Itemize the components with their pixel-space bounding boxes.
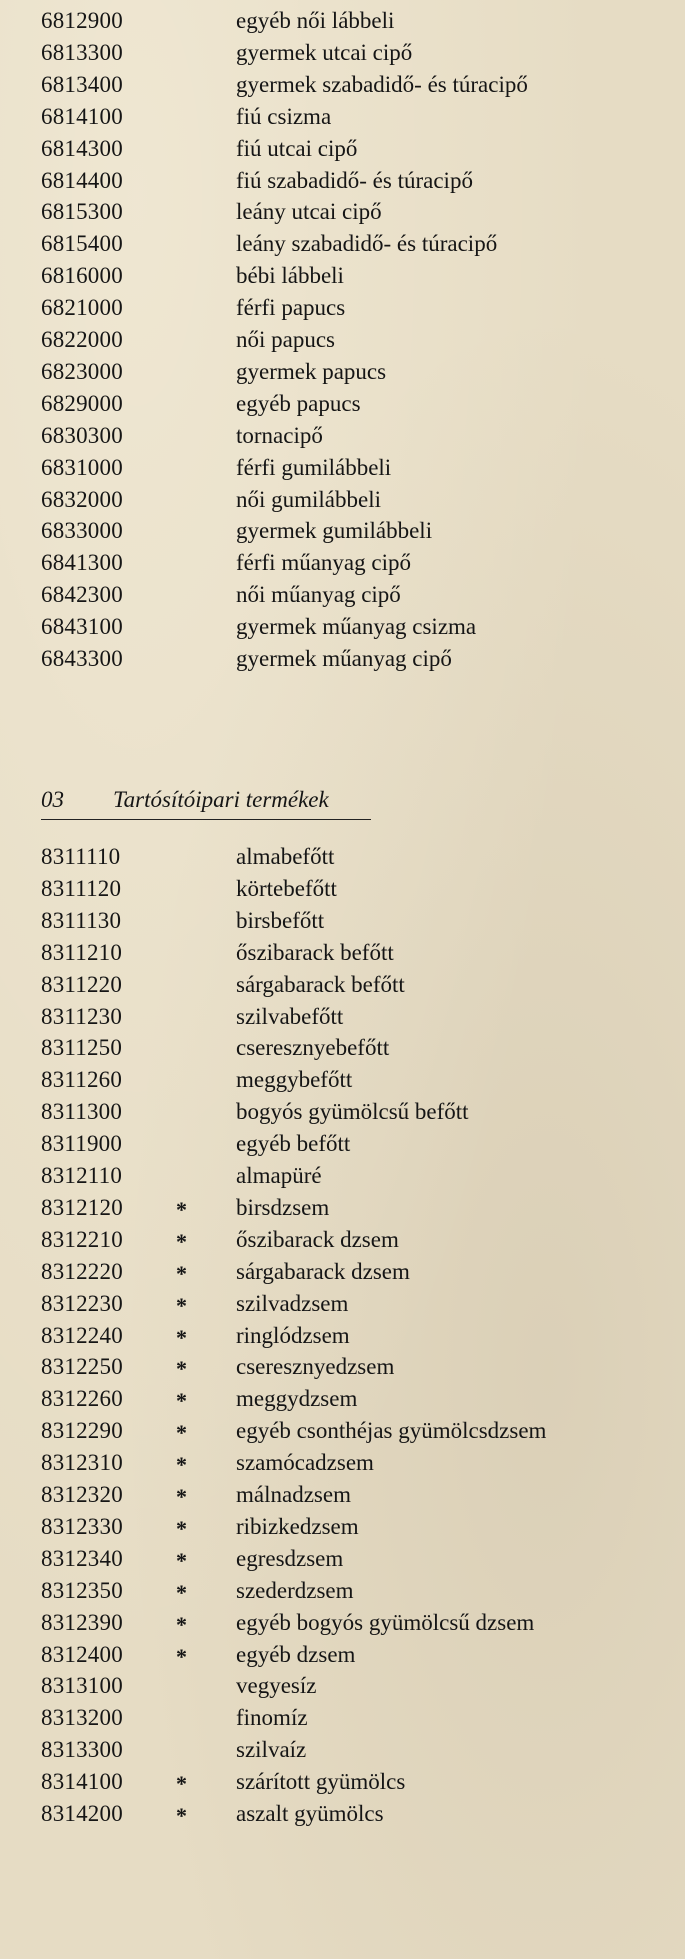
item-code: 6843300 xyxy=(41,646,123,671)
item-name: őszibarack befőtt xyxy=(236,939,394,965)
item-code: 6829000 xyxy=(41,390,123,416)
item-code: 6843100 xyxy=(41,614,123,640)
item-name: gyermek utcai cipő xyxy=(236,39,413,65)
item-code: 8311900 xyxy=(41,1131,123,1157)
item-code: 8313200 xyxy=(41,1705,123,1731)
item-code: 6830300 xyxy=(41,422,123,448)
item-code: 8312250 xyxy=(41,1354,123,1380)
item-marker: * xyxy=(176,1484,187,1509)
item-code: 6814400 xyxy=(41,167,123,193)
list-item xyxy=(0,1161,685,1191)
section-header xyxy=(41,785,371,820)
item-code: 8312240 xyxy=(41,1322,123,1348)
item-name: őszibarack dzsem xyxy=(236,1226,399,1252)
list-item xyxy=(0,325,685,355)
item-name: sárgabarack befőtt xyxy=(236,971,405,997)
list-item xyxy=(0,38,685,68)
item-marker: * xyxy=(176,1228,187,1254)
item-code: 6813300 xyxy=(41,39,123,65)
list-item xyxy=(0,970,685,1000)
item-name: egyéb női lábbeli xyxy=(236,8,395,33)
item-code: 6842300 xyxy=(41,582,123,608)
list-item xyxy=(0,1257,685,1287)
item-marker: * xyxy=(176,1196,187,1222)
item-marker: * xyxy=(176,1611,187,1637)
item-code: 8314200 xyxy=(41,1801,123,1826)
item-code: 8312330 xyxy=(41,1513,123,1539)
item-name: egyéb csonthéjas gyümölcsdzsem xyxy=(236,1418,547,1444)
item-code: 6822000 xyxy=(41,327,123,352)
item-code: 8312220 xyxy=(41,1258,123,1284)
list-item xyxy=(0,229,685,259)
item-marker: * xyxy=(176,1515,187,1541)
item-code: 8311210 xyxy=(41,939,123,965)
item-name: férfi papucs xyxy=(236,295,346,321)
list-item xyxy=(0,1703,685,1733)
item-code: 6831000 xyxy=(41,454,123,480)
item-name: bogyós gyümölcsű befőtt xyxy=(236,1099,469,1125)
item-name: szilvadzsem xyxy=(236,1290,349,1316)
list-item xyxy=(0,1671,685,1701)
item-name: szamócadzsem xyxy=(236,1450,374,1476)
item-name: almabefőtt xyxy=(236,844,335,869)
item-marker: * xyxy=(176,1420,187,1446)
item-code: 8311120 xyxy=(41,875,122,901)
list-item xyxy=(0,938,685,968)
list-item xyxy=(0,1767,685,1797)
item-marker: * xyxy=(176,1547,187,1573)
list-item xyxy=(0,134,685,164)
item-code: 6815400 xyxy=(41,231,123,257)
list-item xyxy=(0,644,685,674)
section-title: Tartósítóipari termékek xyxy=(113,787,329,812)
item-name: egyéb bogyós gyümölcsű dzsem xyxy=(236,1609,535,1635)
item-name: leány utcai cipő xyxy=(236,199,382,225)
item-name: cseresznyebefőtt xyxy=(236,1035,390,1061)
list-item xyxy=(0,166,685,196)
item-code: 6815300 xyxy=(41,199,123,225)
item-marker: * xyxy=(176,1388,187,1414)
item-name: cseresznyedzsem xyxy=(236,1354,395,1380)
list-item xyxy=(0,1735,685,1765)
item-marker: * xyxy=(176,1771,187,1797)
item-name: aszalt gyümölcs xyxy=(236,1801,384,1826)
item-code: 6816000 xyxy=(41,263,123,289)
item-code: 8313300 xyxy=(41,1737,123,1763)
item-code: 6823000 xyxy=(41,358,123,384)
list-item xyxy=(0,1799,685,1829)
list-item xyxy=(0,1225,685,1255)
item-name: férfi gumilábbeli xyxy=(236,454,392,480)
list-item xyxy=(0,1129,685,1159)
list-item xyxy=(0,1384,685,1414)
item-name: bébi lábbeli xyxy=(236,263,344,289)
list-item xyxy=(0,485,685,515)
item-name: leány szabadidő- és túracipő xyxy=(236,231,498,257)
item-code: 6841300 xyxy=(41,550,123,576)
list-item xyxy=(0,1480,685,1510)
item-name: női papucs xyxy=(236,327,336,352)
list-item xyxy=(0,516,685,546)
item-code: 8312120 xyxy=(41,1194,123,1220)
item-code: 8312390 xyxy=(41,1609,123,1635)
list-item xyxy=(0,874,685,904)
list-item xyxy=(0,1002,685,1032)
list-item xyxy=(0,1352,685,1382)
item-name: női műanyag cipő xyxy=(236,582,401,608)
list-item xyxy=(0,421,685,451)
item-name: női gumilábbeli xyxy=(236,486,382,512)
item-name: ribizkedzsem xyxy=(236,1513,359,1539)
list-item xyxy=(0,453,685,483)
item-name: málnadzsem xyxy=(236,1482,351,1507)
item-code: 8312110 xyxy=(41,1163,123,1188)
item-name: egresdzsem xyxy=(236,1545,344,1571)
item-marker: * xyxy=(176,1452,187,1478)
list-item xyxy=(0,1448,685,1478)
item-code: 6813400 xyxy=(41,71,123,97)
item-marker: * xyxy=(176,1324,187,1350)
list-item xyxy=(0,1065,685,1095)
item-marker: * xyxy=(176,1643,187,1669)
list-item xyxy=(0,580,685,610)
list-item xyxy=(0,1512,685,1542)
item-code: 6832000 xyxy=(41,486,123,512)
item-code: 8314100 xyxy=(41,1769,123,1795)
list-item xyxy=(0,1416,685,1446)
item-code: 8311230 xyxy=(41,1003,123,1029)
item-code: 8311250 xyxy=(41,1035,123,1061)
list-item xyxy=(0,612,685,642)
list-item xyxy=(0,389,685,419)
item-name: egyéb dzsem xyxy=(236,1641,356,1667)
list-item xyxy=(0,842,685,872)
list-item xyxy=(0,1321,685,1351)
list-item xyxy=(0,197,685,227)
list-item xyxy=(0,357,685,387)
item-code: 8312340 xyxy=(41,1545,123,1571)
item-name: szilvaíz xyxy=(236,1737,307,1763)
item-name: szederdzsem xyxy=(236,1577,354,1603)
item-code: 8311260 xyxy=(41,1067,123,1093)
section-number: 03 xyxy=(41,787,64,812)
item-name: gyermek műanyag cipő xyxy=(236,646,452,671)
item-name: vegyesíz xyxy=(236,1673,317,1699)
item-name: gyermek szabadidő- és túracipő xyxy=(236,71,528,97)
item-name: szárított gyümölcs xyxy=(236,1769,406,1795)
item-code: 8312320 xyxy=(41,1482,123,1507)
item-code: 8313100 xyxy=(41,1673,123,1699)
item-marker: * xyxy=(176,1579,187,1605)
item-name: finomíz xyxy=(236,1705,308,1731)
item-code: 8312210 xyxy=(41,1226,123,1252)
item-name: férfi műanyag cipő xyxy=(236,550,411,576)
item-code: 8312290 xyxy=(41,1418,123,1444)
item-marker: * xyxy=(176,1356,187,1382)
item-code: 8312230 xyxy=(41,1290,123,1316)
item-name: ringlódzsem xyxy=(236,1322,350,1348)
item-code: 6833000 xyxy=(41,518,123,544)
list-item xyxy=(0,1544,685,1574)
item-code: 6814100 xyxy=(41,103,123,129)
item-name: almapüré xyxy=(236,1163,322,1188)
item-marker: * xyxy=(176,1292,187,1318)
item-name: fiú szabadidő- és túracipő xyxy=(236,167,473,193)
item-name: meggydzsem xyxy=(236,1386,358,1412)
item-code: 8312400 xyxy=(41,1641,123,1667)
list-item xyxy=(0,1608,685,1638)
list-item xyxy=(0,261,685,291)
item-marker: * xyxy=(176,1803,187,1828)
item-name: szilvabefőtt xyxy=(236,1003,344,1029)
item-name: körtebefőtt xyxy=(236,875,337,901)
item-name: tornacipő xyxy=(236,422,323,448)
list-item xyxy=(0,1193,685,1223)
list-item xyxy=(0,1640,685,1670)
item-code: 6814300 xyxy=(41,135,123,161)
item-code: 8311220 xyxy=(41,971,123,997)
item-name: fiú utcai cipő xyxy=(236,135,358,161)
list-item xyxy=(0,1033,685,1063)
item-code: 8311130 xyxy=(41,907,122,933)
item-code: 8312260 xyxy=(41,1386,123,1412)
list-item xyxy=(0,1097,685,1127)
item-name: meggybefőtt xyxy=(236,1067,353,1093)
item-name: egyéb befőtt xyxy=(236,1131,351,1157)
item-code: 6812900 xyxy=(41,8,123,33)
list-item xyxy=(0,548,685,578)
item-name: egyéb papucs xyxy=(236,390,361,416)
list-item xyxy=(0,6,685,36)
item-name: gyermek papucs xyxy=(236,358,387,384)
item-name: fiú csizma xyxy=(236,103,332,129)
list-item xyxy=(0,70,685,100)
item-code: 8311300 xyxy=(41,1099,123,1125)
list-item xyxy=(0,1576,685,1606)
list-item xyxy=(0,102,685,132)
item-code: 6821000 xyxy=(41,295,123,321)
item-marker: * xyxy=(176,1260,187,1286)
item-name: birsdzsem xyxy=(236,1194,330,1220)
item-name: sárgabarack dzsem xyxy=(236,1258,410,1284)
item-code: 8312310 xyxy=(41,1450,123,1476)
item-name: gyermek műanyag csizma xyxy=(236,614,477,640)
item-name: birsbefőtt xyxy=(236,907,325,933)
list-item xyxy=(0,293,685,323)
item-code: 8312350 xyxy=(41,1577,123,1603)
item-name: gyermek gumilábbeli xyxy=(236,518,433,544)
list-item xyxy=(0,1289,685,1319)
item-code: 8311110 xyxy=(41,844,121,869)
list-item xyxy=(0,906,685,936)
